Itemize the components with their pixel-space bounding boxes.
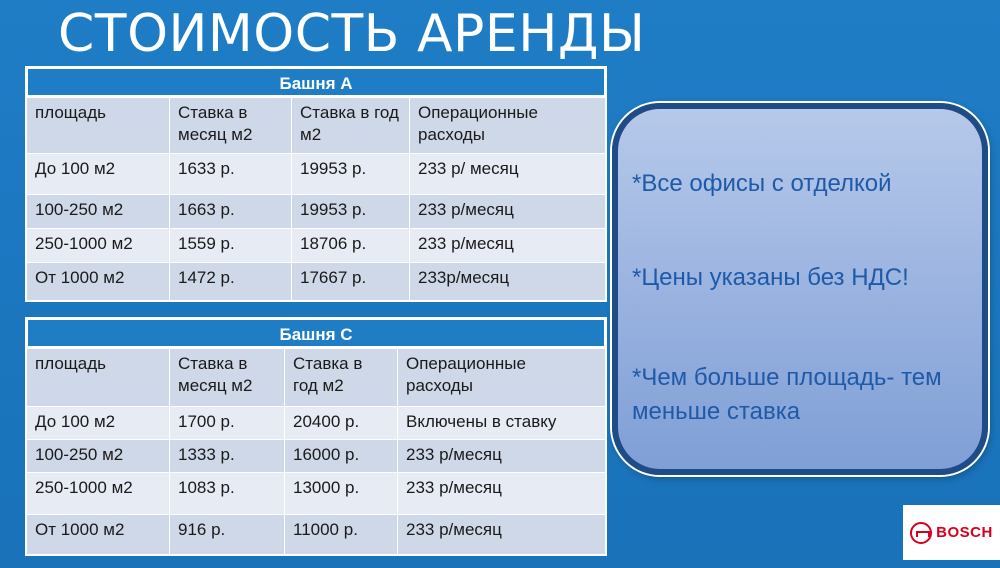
note-text: *Все офисы с отделкой — [632, 170, 892, 197]
table-cell: 1700 р. — [170, 407, 285, 440]
table-cell: 20400 р. — [285, 407, 398, 440]
table-cell: 19953 р. — [292, 195, 410, 229]
table-cell: 916 р. — [170, 515, 285, 555]
table-row — [27, 407, 606, 440]
logo-text: BOSCH — [936, 524, 993, 541]
table-cell: 100-250 м2 — [27, 440, 170, 473]
tower-a-header: Башня А — [26, 67, 606, 97]
tower-c-header: Башня С — [26, 318, 606, 348]
column-header: Операционные расходы — [410, 98, 606, 154]
note-text: *Чем больше площадь- тем меньше ставка — [632, 364, 942, 425]
column-header: Ставка в месяц м2 — [170, 349, 285, 407]
table-cell: От 1000 м2 — [27, 263, 170, 301]
bosch-armature-icon — [910, 522, 932, 544]
table-cell: 100-250 м2 — [27, 195, 170, 229]
note-text: *Цены указаны без НДС! — [632, 264, 909, 291]
column-header: площадь — [27, 349, 170, 407]
table-cell: До 100 м2 — [27, 407, 170, 440]
tower-a-grid — [26, 97, 606, 301]
table-cell: 11000 р. — [285, 515, 398, 555]
table-cell: От 1000 м2 — [27, 515, 170, 555]
table-cell: 250-1000 м2 — [27, 229, 170, 263]
column-header: Ставка в год м2 — [292, 98, 410, 154]
column-header: Операционные расходы — [398, 349, 606, 407]
column-header: площадь — [27, 98, 170, 154]
tower-c-grid — [26, 348, 606, 555]
notes-panel — [612, 103, 988, 475]
column-header: Ставка в год м2 — [285, 349, 398, 407]
table-cell: 1559 р. — [170, 229, 292, 263]
table-cell: 17667 р. — [292, 263, 410, 301]
table-cell: 1472 р. — [170, 263, 292, 301]
table-cell: 16000 р. — [285, 440, 398, 473]
table-cell: 233 р/ месяц — [410, 154, 606, 195]
table-cell: 250-1000 м2 — [27, 473, 170, 515]
table-cell: До 100 м2 — [27, 154, 170, 195]
table-row — [27, 229, 606, 263]
table-cell: 233р/месяц — [410, 263, 606, 301]
table-cell: 233 р/месяц — [410, 195, 606, 229]
tower-a-table — [25, 66, 607, 302]
table-cell: Включены в ставку — [398, 407, 606, 440]
table-header-row — [27, 98, 606, 154]
table-cell: 18706 р. — [292, 229, 410, 263]
table-cell: 233 р/месяц — [398, 440, 606, 473]
page-title: СТОИМОСТЬ АРЕНДЫ — [58, 4, 646, 64]
table-cell: 1633 р. — [170, 154, 292, 195]
table-row — [27, 515, 606, 555]
table-cell: 19953 р. — [292, 154, 410, 195]
bosch-logo — [903, 505, 1000, 560]
table-cell: 233 р/месяц — [398, 515, 606, 555]
table-cell: 1333 р. — [170, 440, 285, 473]
column-header: Ставка в месяц м2 — [170, 98, 292, 154]
table-cell: 1663 р. — [170, 195, 292, 229]
table-cell: 13000 р. — [285, 473, 398, 515]
table-row — [27, 440, 606, 473]
tower-c-table — [25, 317, 607, 556]
table-cell: 233 р/месяц — [398, 473, 606, 515]
table-row — [27, 154, 606, 195]
table-row — [27, 263, 606, 301]
table-row — [27, 195, 606, 229]
table-header-row — [27, 349, 606, 407]
table-row — [27, 473, 606, 515]
table-cell: 233 р/месяц — [410, 229, 606, 263]
table-cell: 1083 р. — [170, 473, 285, 515]
